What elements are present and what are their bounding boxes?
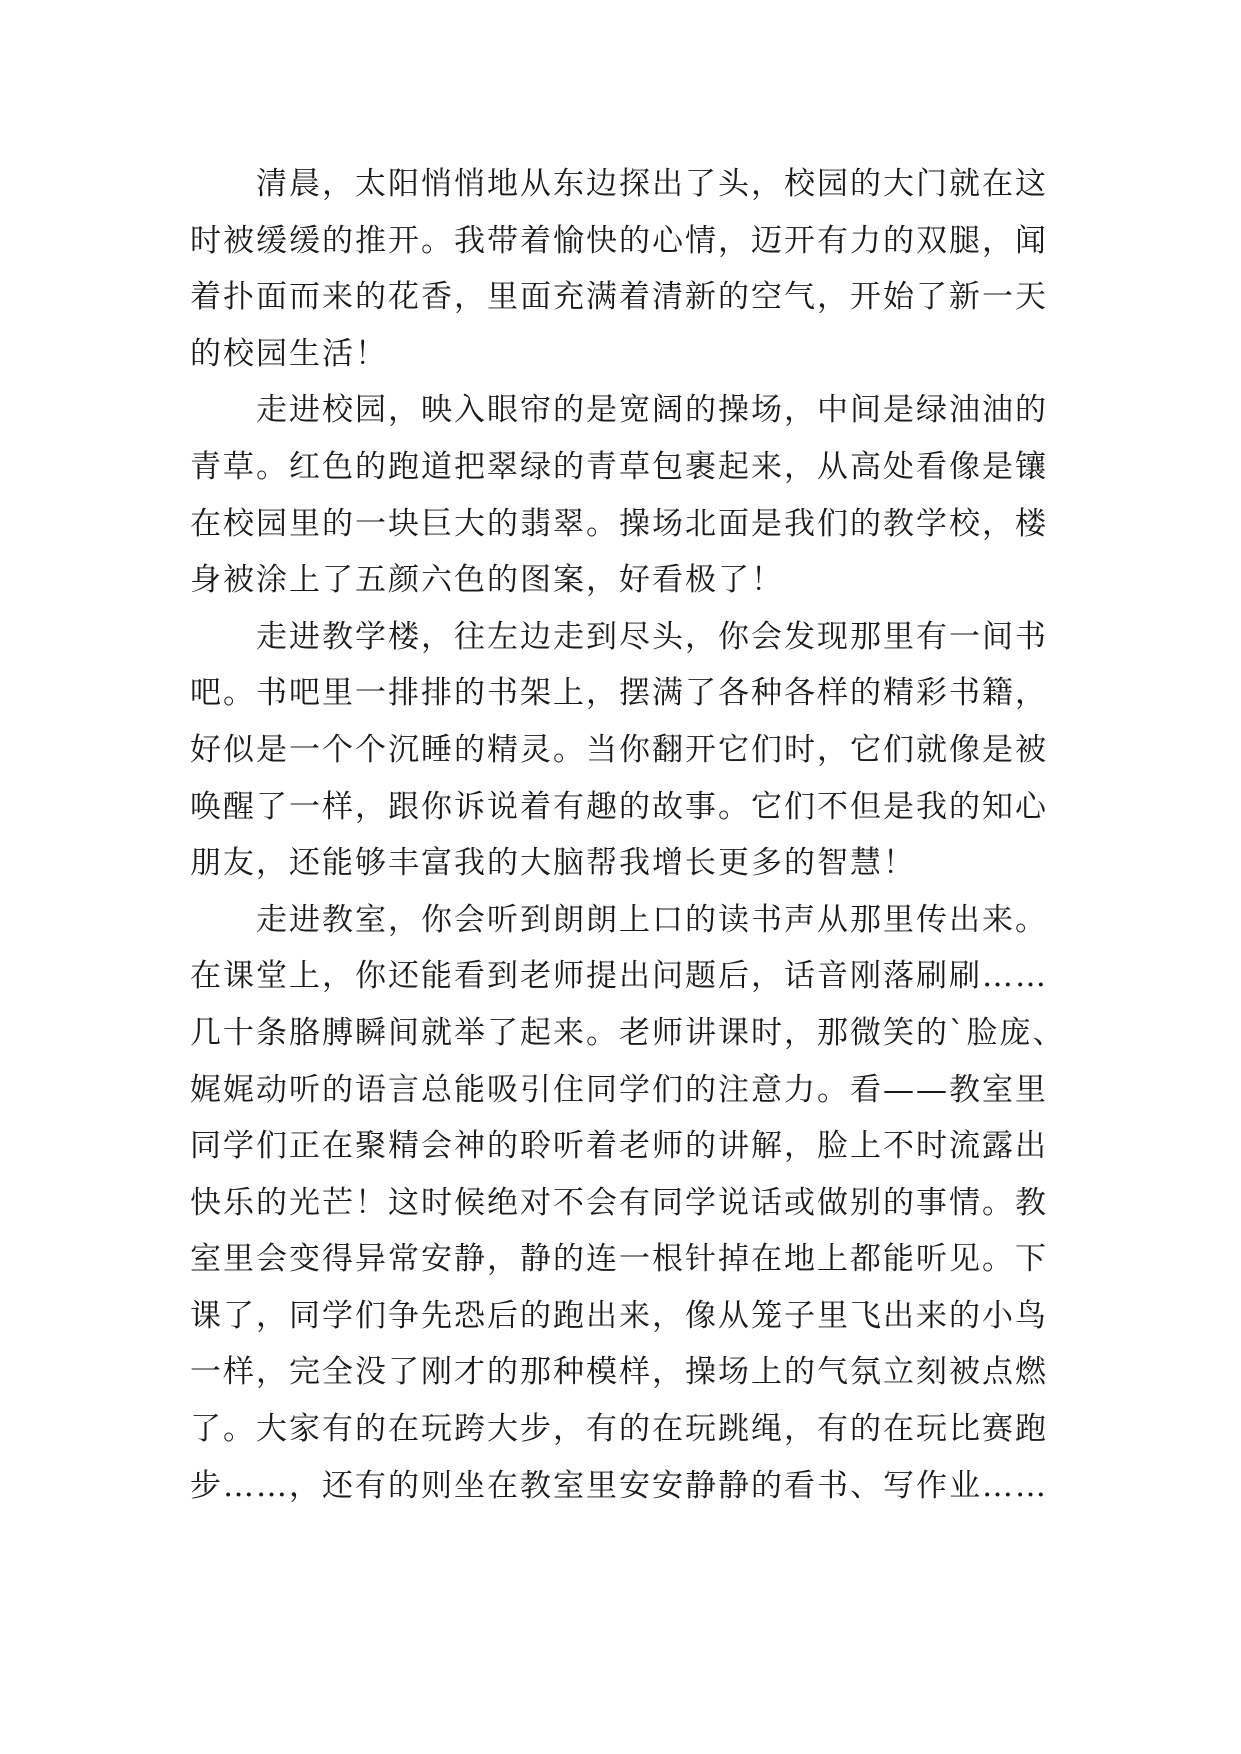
text-line: 娓娓动听的语言总能吸引住同学们的注意力。看——教室里 xyxy=(190,1071,1048,1108)
text-line: 吧。书吧里一排排的书架上，摆满了各种各样的精彩书籍， xyxy=(190,675,1048,712)
text-line: 青草。红色的跑道把翠绿的青草包裹起来，从高处看像是镶 xyxy=(190,448,1048,485)
text-line: 时被缓缓的推开。我带着愉快的心情，迈开有力的双腿，闻 xyxy=(190,222,1048,259)
text-line: 走进教学楼，往左边走到尽头，你会发现那里有一间书 xyxy=(256,618,1048,655)
text-line: 同学们正在聚精会神的聆听着老师的讲解，脸上不时流露出 xyxy=(190,1128,1048,1165)
text-line: 清晨，太阳悄悄地从东边探出了头，校园的大门就在这 xyxy=(256,166,1048,202)
paragraph xyxy=(190,156,1070,382)
text-line: 几十条胳膊瞬间就举了起来。老师讲课时，那微笑的`脸庞、 xyxy=(190,1014,1066,1051)
text-line: 着扑面而来的花香，里面充满着清新的空气，开始了新一天 xyxy=(190,279,1048,316)
text-line: 在课堂上，你还能看到老师提出问题后，话音刚落刷刷…… xyxy=(190,958,1048,995)
text-line: 一样，完全没了刚才的那种模样，操场上的气氛立刻被点燃 xyxy=(190,1354,1048,1391)
text-line: 身被涂上了五颜六色的图案，好看极了！ xyxy=(190,562,784,599)
text-line: 了。大家有的在玩跨大步，有的在玩跳绳，有的在玩比赛跑 xyxy=(190,1411,1048,1448)
text-line: 走进教室，你会听到朗朗上口的读书声从那里传出来。 xyxy=(256,901,1048,938)
paragraph xyxy=(190,892,1070,1515)
text-line: 室里会变得异常安静，静的连一根针掉在地上都能听见。下 xyxy=(190,1241,1048,1278)
paragraph xyxy=(190,609,1070,892)
text-line: 步……，还有的则坐在教室里安安静静的看书、写作业…… xyxy=(190,1467,1048,1504)
text-line: 好似是一个个沉睡的精灵。当你翻开它们时，它们就像是被 xyxy=(190,731,1048,768)
text-line: 在校园里的一块巨大的翡翠。操场北面是我们的教学校，楼 xyxy=(190,505,1048,542)
paragraph xyxy=(190,382,1070,608)
text-line: 朋友，还能够丰富我的大脑帮我增长更多的智慧！ xyxy=(190,845,916,882)
document-body xyxy=(190,156,1070,1514)
text-line: 的校园生活！ xyxy=(190,335,388,372)
text-line: 走进校园，映入眼帘的是宽阔的操场，中间是绿油油的 xyxy=(256,392,1048,429)
text-line: 课了，同学们争先恐后的跑出来，像从笼子里飞出来的小鸟 xyxy=(190,1297,1048,1334)
text-line: 快乐的光芒！这时候绝对不会有同学说话或做别的事情。教 xyxy=(190,1184,1048,1221)
text-line: 唤醒了一样，跟你诉说着有趣的故事。它们不但是我的知心 xyxy=(190,788,1048,825)
